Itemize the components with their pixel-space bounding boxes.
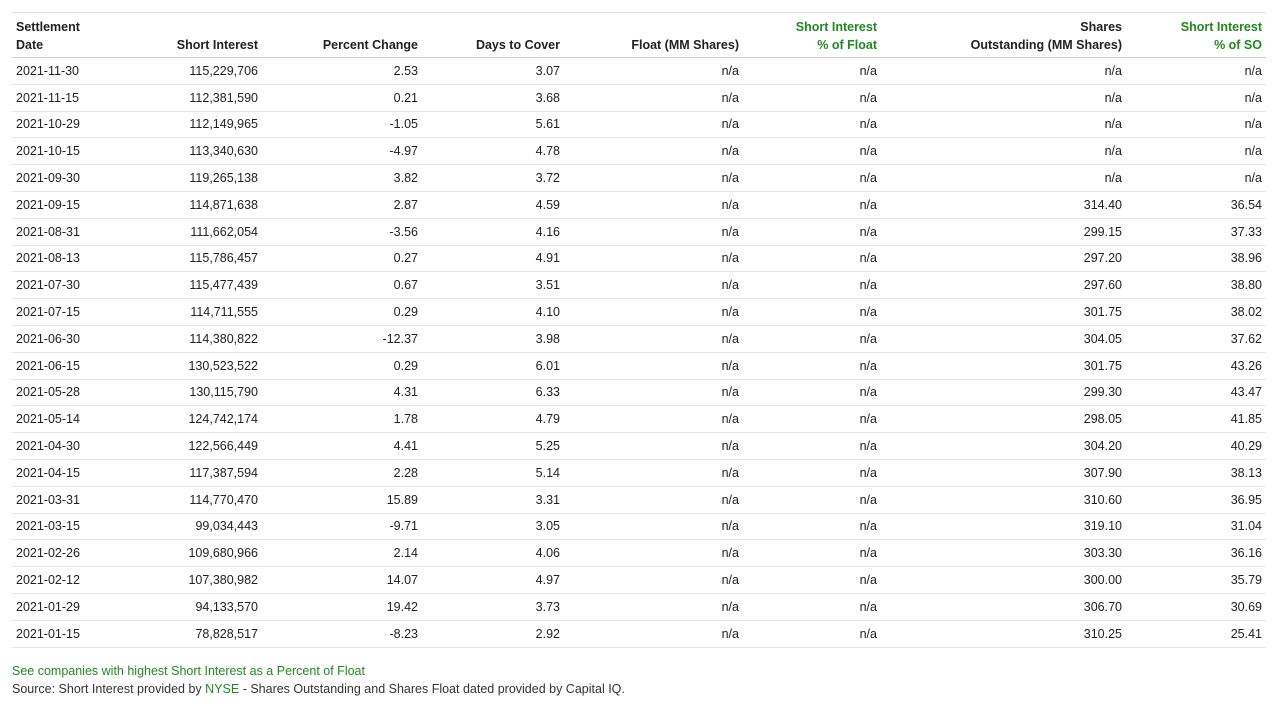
column-header bbox=[743, 13, 881, 58]
table-cell: 306.70 bbox=[881, 593, 1126, 620]
table-cell: n/a bbox=[564, 111, 743, 138]
table-cell: 38.96 bbox=[1126, 245, 1266, 272]
table-cell: 99,034,443 bbox=[132, 513, 262, 540]
table-cell: n/a bbox=[564, 513, 743, 540]
table-cell: n/a bbox=[743, 567, 881, 594]
column-header-line2: Outstanding (MM Shares) bbox=[970, 38, 1122, 52]
table-cell: n/a bbox=[564, 352, 743, 379]
table-cell: 4.79 bbox=[422, 406, 564, 433]
table-cell: n/a bbox=[564, 191, 743, 218]
table-cell: 6.01 bbox=[422, 352, 564, 379]
table-cell: n/a bbox=[743, 352, 881, 379]
table-cell: 299.15 bbox=[881, 218, 1126, 245]
table-row bbox=[12, 352, 1266, 379]
table-cell: 25.41 bbox=[1126, 620, 1266, 647]
table-cell: 37.33 bbox=[1126, 218, 1266, 245]
column-header-line1: Shares bbox=[1080, 20, 1122, 34]
footer bbox=[12, 662, 625, 698]
table-cell: -1.05 bbox=[262, 111, 422, 138]
table-row bbox=[12, 165, 1266, 192]
table-cell: 2021-04-30 bbox=[12, 433, 132, 460]
table-cell: 35.79 bbox=[1126, 567, 1266, 594]
table-body bbox=[12, 58, 1266, 648]
table-cell: 310.60 bbox=[881, 486, 1126, 513]
table-cell: n/a bbox=[743, 406, 881, 433]
table-cell: 115,229,706 bbox=[132, 58, 262, 85]
table-row bbox=[12, 620, 1266, 647]
table-cell: 14.07 bbox=[262, 567, 422, 594]
column-header-line2: Float (MM Shares) bbox=[631, 38, 739, 52]
table-cell: n/a bbox=[564, 165, 743, 192]
table-row bbox=[12, 138, 1266, 165]
table-cell: 119,265,138 bbox=[132, 165, 262, 192]
table-cell: 112,149,965 bbox=[132, 111, 262, 138]
table-cell: n/a bbox=[1126, 165, 1266, 192]
table-row bbox=[12, 406, 1266, 433]
source-note bbox=[12, 680, 625, 698]
column-header-line2: Date bbox=[16, 38, 44, 52]
table-cell: 111,662,054 bbox=[132, 218, 262, 245]
column-header-line1 bbox=[266, 18, 418, 36]
table-cell: n/a bbox=[564, 218, 743, 245]
table-cell: 297.20 bbox=[881, 245, 1126, 272]
table-row bbox=[12, 567, 1266, 594]
table-cell: 298.05 bbox=[881, 406, 1126, 433]
table-cell: 40.29 bbox=[1126, 433, 1266, 460]
table-cell: n/a bbox=[743, 433, 881, 460]
table-cell: 2021-09-15 bbox=[12, 191, 132, 218]
table-cell: 0.21 bbox=[262, 84, 422, 111]
table-cell: n/a bbox=[881, 58, 1126, 85]
table-cell: 2.53 bbox=[262, 58, 422, 85]
table-cell: 37.62 bbox=[1126, 325, 1266, 352]
table-cell: 0.29 bbox=[262, 352, 422, 379]
table-cell: n/a bbox=[564, 138, 743, 165]
table-cell: n/a bbox=[564, 272, 743, 299]
table-cell: n/a bbox=[564, 433, 743, 460]
table-cell: 4.06 bbox=[422, 540, 564, 567]
table-cell: n/a bbox=[564, 406, 743, 433]
table-cell: n/a bbox=[1126, 84, 1266, 111]
table-cell: n/a bbox=[881, 165, 1126, 192]
nyse-link[interactable]: NYSE bbox=[205, 682, 240, 696]
table-cell: 3.73 bbox=[422, 593, 564, 620]
table-cell: 115,477,439 bbox=[132, 272, 262, 299]
table-cell: n/a bbox=[564, 567, 743, 594]
table-cell: -8.23 bbox=[262, 620, 422, 647]
table-cell: 2021-05-14 bbox=[12, 406, 132, 433]
table-cell: 4.10 bbox=[422, 299, 564, 326]
table-cell: n/a bbox=[743, 299, 881, 326]
table-cell: 4.31 bbox=[262, 379, 422, 406]
table-cell: n/a bbox=[564, 593, 743, 620]
table-cell: 4.41 bbox=[262, 433, 422, 460]
table-cell: n/a bbox=[564, 299, 743, 326]
table-cell: 3.72 bbox=[422, 165, 564, 192]
source-prefix: Source: Short Interest provided by bbox=[12, 682, 206, 696]
table-cell: 2021-04-15 bbox=[12, 459, 132, 486]
table-cell: 114,711,555 bbox=[132, 299, 262, 326]
table-cell: 2021-01-29 bbox=[12, 593, 132, 620]
table-cell: 113,340,630 bbox=[132, 138, 262, 165]
table-cell: 114,770,470 bbox=[132, 486, 262, 513]
table-cell: n/a bbox=[564, 325, 743, 352]
table-cell: n/a bbox=[1126, 111, 1266, 138]
table-cell: 112,381,590 bbox=[132, 84, 262, 111]
table-cell: 2021-02-26 bbox=[12, 540, 132, 567]
table-cell: 2021-10-29 bbox=[12, 111, 132, 138]
column-header bbox=[881, 13, 1126, 58]
table-cell: 3.31 bbox=[422, 486, 564, 513]
column-header-line2: Short Interest bbox=[176, 38, 258, 52]
table-cell: n/a bbox=[564, 486, 743, 513]
table-cell: 94,133,570 bbox=[132, 593, 262, 620]
table-cell: n/a bbox=[564, 245, 743, 272]
table-cell: 130,115,790 bbox=[132, 379, 262, 406]
table-cell: 0.27 bbox=[262, 245, 422, 272]
table-cell: 2021-08-31 bbox=[12, 218, 132, 245]
table-cell: n/a bbox=[743, 513, 881, 540]
table-row bbox=[12, 218, 1266, 245]
table-cell: n/a bbox=[743, 191, 881, 218]
table-cell: 1.78 bbox=[262, 406, 422, 433]
table-cell: n/a bbox=[743, 620, 881, 647]
table-cell: 78,828,517 bbox=[132, 620, 262, 647]
table-cell: 4.97 bbox=[422, 567, 564, 594]
table-row bbox=[12, 486, 1266, 513]
table-cell: 19.42 bbox=[262, 593, 422, 620]
table-cell: 2021-07-15 bbox=[12, 299, 132, 326]
table-row bbox=[12, 84, 1266, 111]
table-cell: n/a bbox=[743, 486, 881, 513]
table-cell: 114,871,638 bbox=[132, 191, 262, 218]
table-cell: 2021-02-12 bbox=[12, 567, 132, 594]
table-cell: n/a bbox=[743, 379, 881, 406]
table-cell: n/a bbox=[564, 379, 743, 406]
table-cell: n/a bbox=[743, 165, 881, 192]
table-cell: n/a bbox=[881, 84, 1126, 111]
table-cell: n/a bbox=[743, 272, 881, 299]
table-row bbox=[12, 325, 1266, 352]
table-cell: n/a bbox=[881, 138, 1126, 165]
table-cell: n/a bbox=[743, 459, 881, 486]
column-header-line2: % of Float bbox=[817, 38, 877, 52]
table-cell: 4.16 bbox=[422, 218, 564, 245]
table-cell: 38.02 bbox=[1126, 299, 1266, 326]
table-cell: 2021-06-15 bbox=[12, 352, 132, 379]
table-cell: n/a bbox=[743, 218, 881, 245]
table-cell: 0.29 bbox=[262, 299, 422, 326]
table-cell: 2.28 bbox=[262, 459, 422, 486]
table-cell: 2021-10-15 bbox=[12, 138, 132, 165]
table-cell: -4.97 bbox=[262, 138, 422, 165]
table-row bbox=[12, 272, 1266, 299]
table-cell: 115,786,457 bbox=[132, 245, 262, 272]
table-cell: 6.33 bbox=[422, 379, 564, 406]
table-cell: 303.30 bbox=[881, 540, 1126, 567]
short-interest-table bbox=[12, 12, 1266, 648]
table-cell: 3.98 bbox=[422, 325, 564, 352]
table-row bbox=[12, 111, 1266, 138]
source-suffix: - Shares Outstanding and Shares Float dated provided by Capital IQ. bbox=[239, 682, 625, 696]
column-header bbox=[132, 13, 262, 58]
table-cell: 2021-05-28 bbox=[12, 379, 132, 406]
column-header-line1: Short Interest bbox=[795, 20, 877, 34]
column-header-line1: Settlement bbox=[16, 20, 80, 34]
table-cell: 43.26 bbox=[1126, 352, 1266, 379]
table-cell: 2021-11-15 bbox=[12, 84, 132, 111]
table-cell: 304.20 bbox=[881, 433, 1126, 460]
table-row bbox=[12, 540, 1266, 567]
table-cell: 3.07 bbox=[422, 58, 564, 85]
table-row bbox=[12, 299, 1266, 326]
highest-short-interest-link[interactable]: See companies with highest Short Interest as a Percent of Float bbox=[12, 664, 365, 678]
column-header bbox=[1126, 13, 1266, 58]
table-cell: 2021-11-30 bbox=[12, 58, 132, 85]
table-cell: 2021-03-15 bbox=[12, 513, 132, 540]
table-row bbox=[12, 593, 1266, 620]
table-cell: 5.14 bbox=[422, 459, 564, 486]
table-cell: n/a bbox=[564, 620, 743, 647]
table-cell: n/a bbox=[743, 84, 881, 111]
table-cell: n/a bbox=[743, 593, 881, 620]
table-cell: n/a bbox=[743, 58, 881, 85]
table-cell: 3.68 bbox=[422, 84, 564, 111]
table-cell: 2021-08-13 bbox=[12, 245, 132, 272]
table-cell: 107,380,982 bbox=[132, 567, 262, 594]
table-cell: 5.61 bbox=[422, 111, 564, 138]
table-cell: 38.80 bbox=[1126, 272, 1266, 299]
table-cell: n/a bbox=[564, 459, 743, 486]
table-cell: 2021-01-15 bbox=[12, 620, 132, 647]
table-row bbox=[12, 459, 1266, 486]
table-cell: 130,523,522 bbox=[132, 352, 262, 379]
table-cell: 3.51 bbox=[422, 272, 564, 299]
table-cell: 31.04 bbox=[1126, 513, 1266, 540]
table-cell: -12.37 bbox=[262, 325, 422, 352]
table-cell: 3.05 bbox=[422, 513, 564, 540]
table-cell: n/a bbox=[743, 245, 881, 272]
table-cell: 36.16 bbox=[1126, 540, 1266, 567]
table-cell: -3.56 bbox=[262, 218, 422, 245]
table-cell: 2021-03-31 bbox=[12, 486, 132, 513]
table-cell: 122,566,449 bbox=[132, 433, 262, 460]
table-cell: 43.47 bbox=[1126, 379, 1266, 406]
table-cell: n/a bbox=[1126, 138, 1266, 165]
table-header bbox=[12, 13, 1266, 58]
table-cell: n/a bbox=[1126, 58, 1266, 85]
table-cell: n/a bbox=[564, 84, 743, 111]
column-header-line1 bbox=[136, 18, 258, 36]
column-header-line2: % of SO bbox=[1214, 38, 1262, 52]
table-cell: 36.54 bbox=[1126, 191, 1266, 218]
table-cell: 297.60 bbox=[881, 272, 1126, 299]
table-cell: 4.78 bbox=[422, 138, 564, 165]
table-cell: 0.67 bbox=[262, 272, 422, 299]
column-header-line2: Percent Change bbox=[322, 38, 418, 52]
table-cell: n/a bbox=[564, 58, 743, 85]
column-header-line1 bbox=[568, 18, 739, 36]
table-cell: 4.59 bbox=[422, 191, 564, 218]
column-header bbox=[422, 13, 564, 58]
table-cell: 310.25 bbox=[881, 620, 1126, 647]
table-cell: 117,387,594 bbox=[132, 459, 262, 486]
table-row bbox=[12, 58, 1266, 85]
table-cell: 2021-07-30 bbox=[12, 272, 132, 299]
table-cell: 301.75 bbox=[881, 352, 1126, 379]
table-cell: n/a bbox=[743, 138, 881, 165]
table-cell: 3.82 bbox=[262, 165, 422, 192]
table-cell: 41.85 bbox=[1126, 406, 1266, 433]
table-cell: 124,742,174 bbox=[132, 406, 262, 433]
table-cell: 300.00 bbox=[881, 567, 1126, 594]
table-cell: 2021-06-30 bbox=[12, 325, 132, 352]
table-cell: 2.87 bbox=[262, 191, 422, 218]
table-cell: 307.90 bbox=[881, 459, 1126, 486]
table-cell: 114,380,822 bbox=[132, 325, 262, 352]
table-cell: n/a bbox=[743, 540, 881, 567]
column-header-line2: Days to Cover bbox=[475, 38, 560, 52]
table-cell: 2.14 bbox=[262, 540, 422, 567]
table-cell: n/a bbox=[881, 111, 1126, 138]
table-cell: 2.92 bbox=[422, 620, 564, 647]
column-header-line1: Short Interest bbox=[1180, 20, 1262, 34]
table-cell: n/a bbox=[743, 325, 881, 352]
table-cell: n/a bbox=[564, 540, 743, 567]
column-header bbox=[12, 13, 132, 58]
table-row bbox=[12, 379, 1266, 406]
table-cell: 5.25 bbox=[422, 433, 564, 460]
table-row bbox=[12, 191, 1266, 218]
table-cell: 30.69 bbox=[1126, 593, 1266, 620]
column-header bbox=[262, 13, 422, 58]
table-cell: 2021-09-30 bbox=[12, 165, 132, 192]
table-cell: -9.71 bbox=[262, 513, 422, 540]
table-row bbox=[12, 513, 1266, 540]
column-header bbox=[564, 13, 743, 58]
table-cell: 109,680,966 bbox=[132, 540, 262, 567]
table-cell: 38.13 bbox=[1126, 459, 1266, 486]
table-cell: 319.10 bbox=[881, 513, 1126, 540]
table-cell: 301.75 bbox=[881, 299, 1126, 326]
table-row bbox=[12, 433, 1266, 460]
header-row bbox=[12, 13, 1266, 58]
table-cell: n/a bbox=[743, 111, 881, 138]
column-header-line1 bbox=[426, 18, 560, 36]
table-row bbox=[12, 245, 1266, 272]
table-cell: 299.30 bbox=[881, 379, 1126, 406]
table-cell: 4.91 bbox=[422, 245, 564, 272]
table-cell: 15.89 bbox=[262, 486, 422, 513]
table-cell: 304.05 bbox=[881, 325, 1126, 352]
table-cell: 314.40 bbox=[881, 191, 1126, 218]
table-cell: 36.95 bbox=[1126, 486, 1266, 513]
